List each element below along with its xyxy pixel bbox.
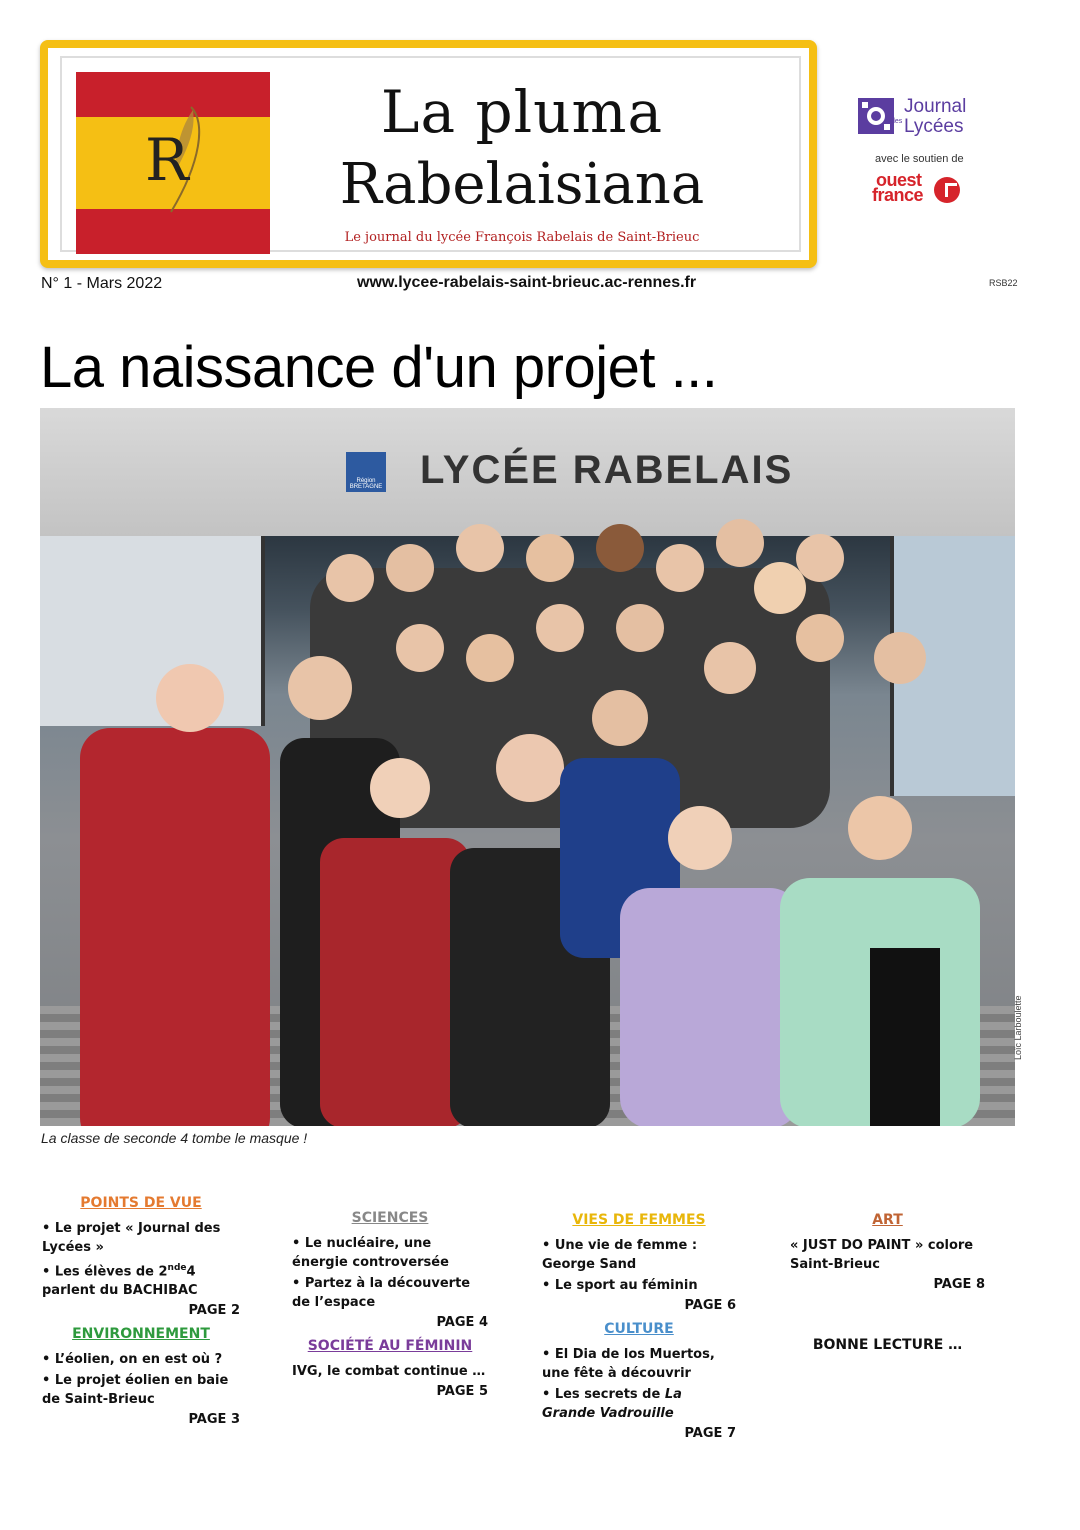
- toc-item: • Le sport au féminin: [542, 1278, 698, 1293]
- support-text: avec le soutien de: [875, 153, 964, 165]
- toc-page: PAGE 4: [436, 1315, 488, 1330]
- ouest-france-icon: [934, 177, 960, 203]
- section-points-de-vue[interactable]: POINTS DE VUE: [80, 1195, 202, 1211]
- masthead-title-line2: Rabelaisiana: [339, 152, 705, 217]
- toc-page: PAGE 7: [684, 1426, 736, 1441]
- of-line2: france: [872, 185, 924, 205]
- quill-r-emblem: [131, 102, 221, 222]
- toc-item: • Le projet « Journal des Lycées »: [42, 1221, 221, 1255]
- toc-item: • Le nucléaire, une énergie controversée: [292, 1236, 449, 1270]
- photo-caption: La classe de seconde 4 tombe le masque !: [41, 1130, 308, 1146]
- school-sign: LYCÉE RABELAIS: [420, 448, 794, 492]
- jdl-small: des: [891, 118, 903, 125]
- students-group-illustration: [80, 508, 980, 1126]
- masthead-title-line1: La pluma: [380, 78, 664, 146]
- masthead-frame: [60, 56, 801, 252]
- toc-page: PAGE 8: [933, 1277, 985, 1292]
- section-sciences[interactable]: SCIENCES: [351, 1210, 429, 1226]
- toc-item: IVG, le combat continue …: [292, 1364, 486, 1379]
- jdl-line2: Lycées: [904, 116, 964, 137]
- journal-des-lycees-logo: [858, 96, 978, 138]
- toc-item: • Les secrets de La Grande Vadrouille: [542, 1387, 682, 1421]
- section-art[interactable]: ART: [872, 1212, 903, 1228]
- toc-page: PAGE 6: [684, 1298, 736, 1313]
- spanish-flag-logo: [76, 72, 270, 254]
- toc-page: PAGE 3: [188, 1412, 240, 1428]
- photo-credit: Loïc Larboulette: [1013, 995, 1023, 1060]
- toc-item: • L’éolien, on en est où ?: [42, 1352, 223, 1368]
- class-photo: [40, 408, 1015, 1126]
- headline: La naissance d'un projet ...: [40, 335, 718, 400]
- toc-item: • Une vie de femme : George Sand: [542, 1238, 698, 1272]
- toc-page: PAGE 5: [436, 1384, 488, 1399]
- issue-code: RSB22: [989, 278, 1018, 288]
- toc-item: • Les élèves de 2nde4 parlent du BACHIBAC: [42, 1263, 198, 1299]
- masthead-tagline: Le journal du lycée François Rabelais de Saint-Brieuc: [344, 230, 700, 245]
- issue-number: N° 1 - Mars 2022: [41, 275, 163, 292]
- journal-lycees-icon: [858, 96, 896, 136]
- website-link[interactable]: www.lycee-rabelais-saint-brieuc.ac-rennes.fr: [357, 274, 697, 291]
- section-culture[interactable]: CULTURE: [604, 1321, 674, 1337]
- toc-column-2: [292, 1210, 488, 1407]
- region-bretagne-logo: Région BRETAGNE: [346, 452, 386, 492]
- section-vies-de-femmes[interactable]: VIES DE FEMMES: [572, 1212, 706, 1228]
- jdl-line1: Journal: [904, 96, 967, 117]
- toc-item: • Le projet éolien en baie de Saint-Brieuc: [42, 1373, 229, 1408]
- closing-text: BONNE LECTURE …: [812, 1337, 963, 1353]
- section-environnement[interactable]: ENVIRONNEMENT: [72, 1326, 210, 1343]
- toc-item: • El Dia de los Muertos, une fête à découvrir: [542, 1347, 715, 1381]
- toc-page: PAGE 2: [188, 1303, 240, 1319]
- toc-column-4: [790, 1212, 985, 1357]
- toc-column-3: [542, 1212, 736, 1449]
- section-societe-au-feminin[interactable]: SOCIÉTÉ AU FÉMININ: [307, 1338, 473, 1354]
- toc-column-1: [42, 1195, 240, 1435]
- ouest-france-logo: [870, 170, 970, 206]
- toc-item: « JUST DO PAINT » colore Saint-Brieuc: [790, 1238, 974, 1272]
- of-line1: ouest: [876, 170, 922, 190]
- masthead: [40, 40, 817, 268]
- toc-item: • Partez à la découverte de l’espace: [292, 1276, 471, 1310]
- flag-letter: R: [145, 126, 189, 194]
